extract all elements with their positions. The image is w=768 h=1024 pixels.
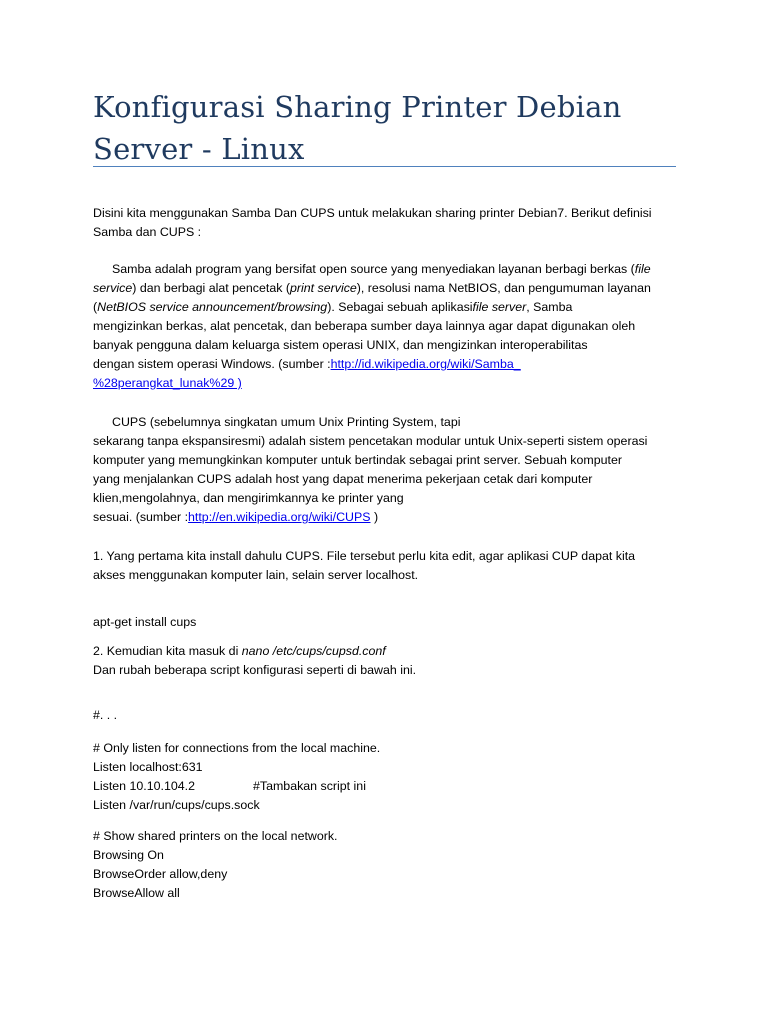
title-line-1: Konfigurasi Sharing Printer Debian	[93, 90, 622, 124]
config-browse-order: BrowseOrder allow,deny	[93, 867, 228, 881]
document-body	[93, 204, 683, 903]
config-listen-localhost: Listen localhost:631	[93, 760, 203, 774]
config-ellipsis: #. . .	[93, 708, 118, 722]
document-title	[93, 86, 693, 170]
config-file-path: nano /etc/cups/cupsd.conf	[241, 644, 386, 658]
samba-paragraph: Samba adalah program yang bersifat open source yang menyediakan layanan berbagi berkas (file service) dan berbagi alat pencetak (print service), resolusi nama NetBIOS, dan pengumuman layanan (NetBIOS service announcement/browsing). Sebagai sebuah aplikasifile server, Samba mengizinkan berkas, alat pencetak, dan beberapa sumber daya lainnya agar dapat digunakan oleh banyak pengguna dalam keluarga sistem operasi UNIX, dan mengizinkan interoperabilitas dengan sistem operasi Windows. (sumber :http://id.wikipedia.org/wiki/Samba_ %28perangkat_lunak%29 )	[93, 262, 651, 390]
config-browsing-on: Browsing On	[93, 848, 164, 862]
intro-paragraph: Disini kita menggunakan Samba Dan CUPS untuk melakukan sharing printer Debian7. Berikut definisi Samba dan CUPS :	[93, 206, 652, 239]
title-divider	[93, 166, 676, 167]
cups-paragraph: CUPS (sebelumnya singkatan umum Unix Printing System, tapi	[112, 415, 461, 429]
config-listen-ip: Listen 10.10.104.2 #Tambakan script ini	[93, 779, 366, 793]
config-browse-allow: BrowseAllow all	[93, 886, 180, 900]
config-listen-block	[93, 739, 683, 815]
step-1-paragraph: 1. Yang pertama kita install dahulu CUPS. File tersebut perlu kita edit, agar aplikasi CUP dapat kita akses menggunakan komputer lain, selain server localhost.	[93, 549, 636, 582]
cups-wikipedia-link[interactable]: http://en.wikipedia.org/wiki/CUPS	[188, 510, 371, 524]
config-comment-listen: # Only listen for connections from the local machine.	[93, 741, 381, 755]
step-2-paragraph: 2. Kemudian kita masuk di nano /etc/cups/cupsd.conf Dan rubah beberapa script konfigurasi seperti di bawah ini.	[93, 644, 417, 677]
install-command: apt-get install cups	[93, 615, 197, 629]
config-browsing-block	[93, 827, 683, 903]
samba-wikipedia-link[interactable]: http://id.wikipedia.org/wiki/Samba_ %28perangkat_lunak%29 )	[93, 357, 521, 390]
cups-paragraph-body: sekarang tanpa ekspansiresmi) adalah sistem pencetakan modular untuk Unix-seperti sistem operasi komputer yang memungkinkan komputer untuk bertindak sebagai print server. Sebuah komputer yang menjalankan CUPS adalah host yang dapat menerima pekerjaan cetak dari komputer klien,mengolahnya, dan mengirimkannya ke printer yang sesuai. (sumber :http://en.wikipedia.org/wiki/CUPS )	[93, 434, 648, 524]
title-line-2: Server - Linux	[93, 132, 305, 166]
config-listen-socket: Listen /var/run/cups/cups.sock	[93, 798, 260, 812]
config-comment-browsing: # Show shared printers on the local network.	[93, 829, 338, 843]
